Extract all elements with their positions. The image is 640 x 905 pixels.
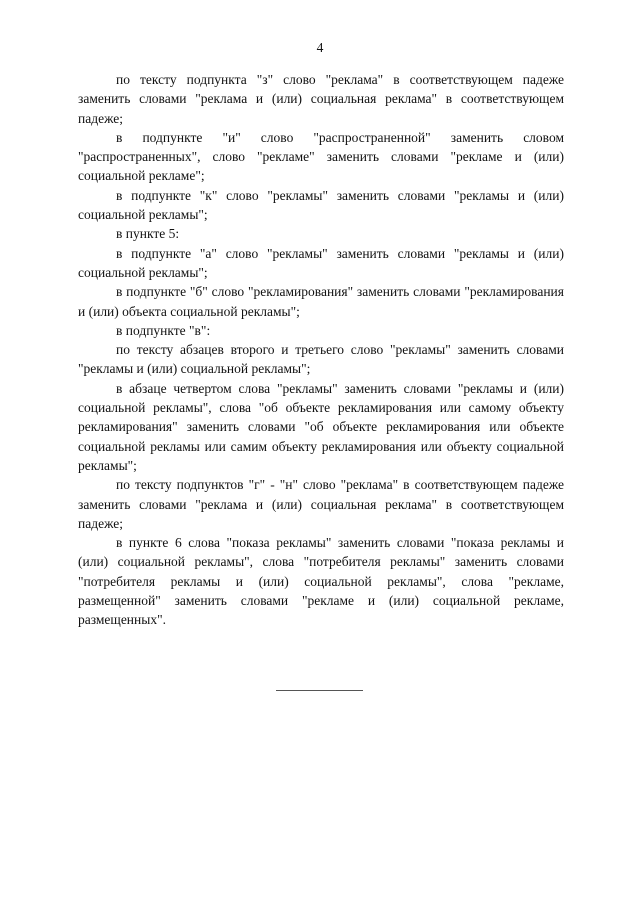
paragraph: в подпункте "б" слово "рекламирования" заменить словами "рекламирования и (или) объекта социальной рекламы"; [78, 284, 564, 319]
paragraph: в пункте 6 слова "показа рекламы" заменить словами "показа рекламы и (или) социальной рекламы", слова "потребителя рекламы" заменить словами "потребителя рекламы и (или) социальной рекламы", слова "рекламе, размещенной" заменить словами "рекламе и (или) социальной рекламе, размещенных". [78, 535, 564, 628]
paragraph: в подпункте "и" слово "распространенной" заменить словом "распространенных", слово "рекламе" заменить словами "рекламе и (или) социальной рекламе"; [78, 129, 564, 184]
paragraph: в подпункте "в": [116, 322, 211, 338]
document-body [78, 70, 564, 630]
paragraph: в пункте 5: [116, 226, 180, 242]
page-number: 4 [316, 40, 324, 55]
paragraph: в абзаце четвертом слова "рекламы" заменить словами "рекламы и (или) социальной рекламы", слова "об объекте рекламирования или самому объекту рекламирования" заменить словами "об объекте рекламирования или объекте социальной рекламы или самим объекту рекламирования или объекту социальной рекламы"; [78, 380, 564, 473]
paragraph: по тексту подпункта "з" слово "реклама" в соответствующем падеже заменить словами "реклама и (или) социальная реклама" в соответствующем падеже; [78, 72, 564, 126]
end-divider-line [276, 690, 363, 691]
paragraph: по тексту подпунктов "г" - "н" слово "реклама" в соответствующем падеже заменить словами "реклама и (или) социальная реклама" в соответствующем падеже; [78, 477, 564, 531]
paragraph: в подпункте "а" слово "рекламы" заменить словами "рекламы и (или) социальной рекламы"; [78, 245, 564, 280]
paragraph: по тексту абзацев второго и третьего слово "рекламы" заменить словами "рекламы и (или) социальной рекламы"; [78, 342, 564, 377]
paragraph: в подпункте "к" слово "рекламы" заменить словами "рекламы и (или) социальной рекламы"; [78, 187, 564, 223]
